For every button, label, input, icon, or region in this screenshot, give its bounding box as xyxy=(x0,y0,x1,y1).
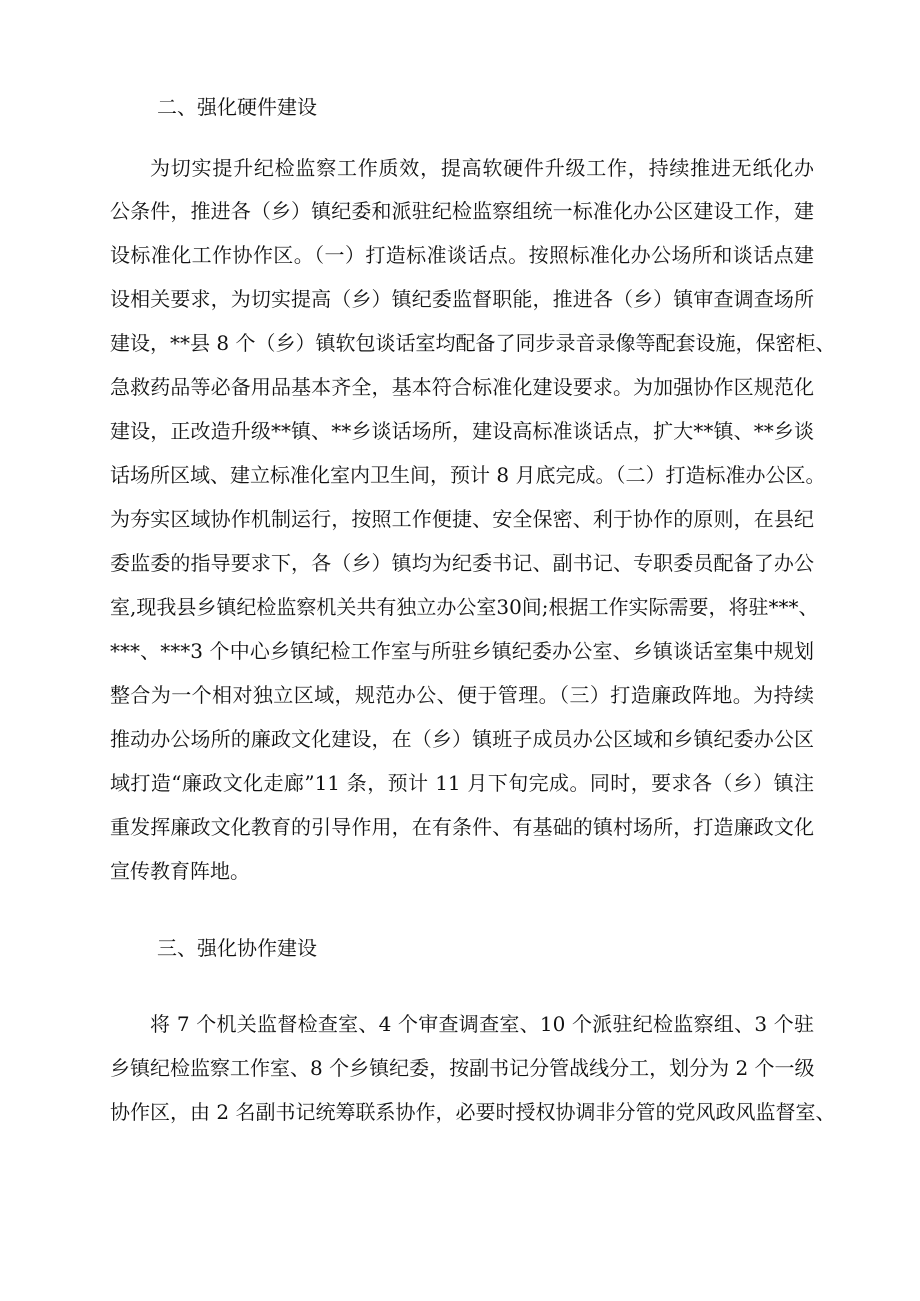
paragraph-line: 公条件，推进各（乡）镇纪委和派驻纪检监察组统一标准化办公区建设工作，建 xyxy=(110,199,814,223)
paragraph-line: 建设，正改造升级**镇、**乡谈话场所，建设高标准谈话点，扩大**镇、**乡谈 xyxy=(110,419,814,443)
paragraph-line: 设标准化工作协作区。（一）打造标准谈话点。按照标准化办公场所和谈话点建 xyxy=(110,243,814,267)
paragraph-line: 室,现我县乡镇纪检监察机关共有独立办公室30间;根据工作实际需要，将驻***、 xyxy=(110,595,819,619)
paragraph-line: 为夯实区域协作机制运行，按照工作便捷、安全保密、利于协作的原则，在县纪 xyxy=(110,507,814,531)
section-heading-collaboration: 三、强化协作建设 xyxy=(157,936,317,960)
paragraph-line: 重发挥廉政文化教育的引导作用，在有条件、有基础的镇村场所，打造廉政文化 xyxy=(110,815,814,839)
paragraph-line: 将 7 个机关监督检查室、4 个审查调查室、10 个派驻纪检监察组、3 个驻 xyxy=(150,1012,814,1036)
paragraph-line: 急救药品等必备用品基本齐全，基本符合标准化建设要求。为加强协作区规范化 xyxy=(110,375,814,399)
paragraph-line: 为切实提升纪检监察工作质效，提高软硬件升级工作，持续推进无纸化办 xyxy=(150,156,814,180)
paragraph-line: 推动办公场所的廉政文化建设，在（乡）镇班子成员办公区域和乡镇纪委办公区 xyxy=(110,727,814,751)
paragraph-line: 建设，**县 8 个（乡）镇软包谈话室均配备了同步录音录像等配套设施，保密柜、 xyxy=(110,331,836,355)
paragraph-line: 整合为一个相对独立区域，规范办公、便于管理。（三）打造廉政阵地。为持续 xyxy=(110,683,814,707)
paragraph-line: 宣传教育阵地。 xyxy=(110,859,250,883)
paragraph-line: 委监委的指导要求下，各（乡）镇均为纪委书记、副书记、专职委员配备了办公 xyxy=(110,551,814,575)
paragraph-line: 设相关要求，为切实提高（乡）镇纪委监督职能，推进各（乡）镇审查调查场所 xyxy=(110,287,814,311)
section-heading-hardware: 二、强化硬件建设 xyxy=(157,95,317,119)
paragraph-line: 协作区，由 2 名副书记统筹联系协作，必要时授权协调非分管的党风政风监督室、 xyxy=(110,1100,836,1124)
paragraph-line: 话场所区域、建立标准化室内卫生间，预计 8 月底完成。（二）打造标准办公区。 xyxy=(110,463,826,487)
paragraph-line: 域打造“廉政文化走廊”11 条，预计 11 月下旬完成。同时，要求各（乡）镇注 xyxy=(110,771,814,795)
paragraph-line: 乡镇纪检监察工作室、8 个乡镇纪委，按副书记分管战线分工，划分为 2 个一级 xyxy=(110,1056,815,1080)
paragraph-line: ***、***3 个中心乡镇纪检工作室与所驻乡镇纪委办公室、乡镇谈话室集中规划 xyxy=(110,639,814,663)
